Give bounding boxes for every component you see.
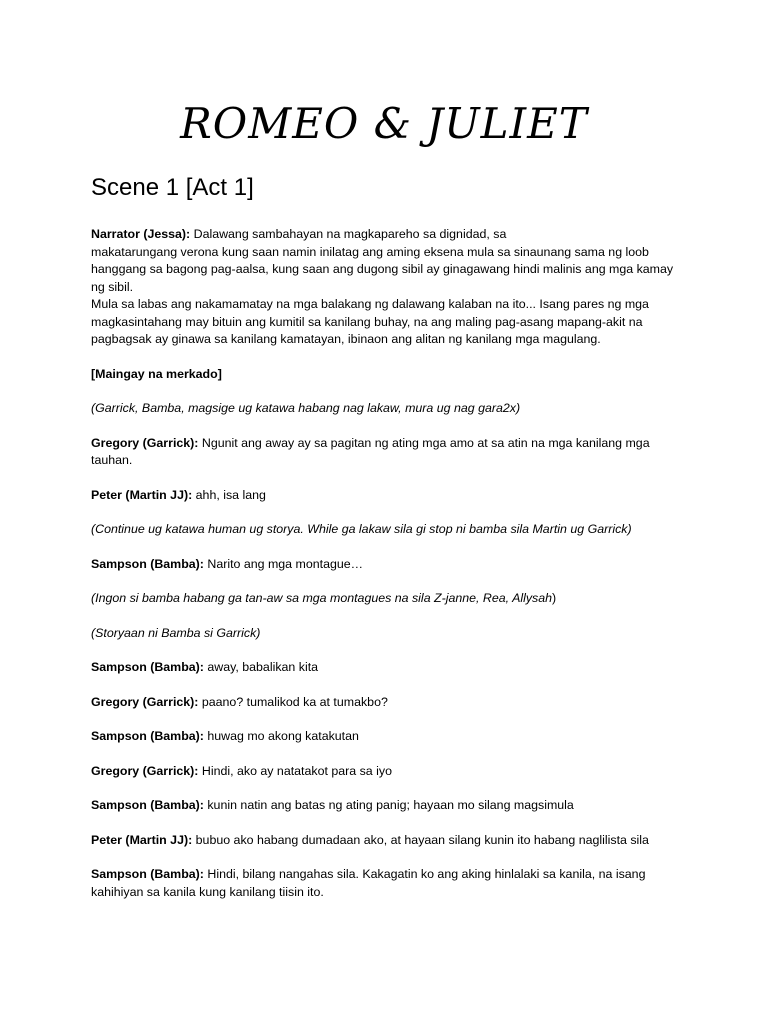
dialogue-line	[91, 728, 681, 746]
direction-close: )	[552, 591, 557, 605]
dialogue-line	[91, 763, 681, 781]
line-text: Mula sa labas ang nakamamatay na mga balakang ng dalawang kalaban na ito... Isang pares ng mga magkasintahang may bituin ang kumitil sa kanilang buhay, na ang maling pag-asang mapang-akit na pagbagsak ay ginawa sa kanilang kamatayan, ibinaon ang alitan ng kanilang mga magulang.	[91, 297, 649, 346]
speaker-name: Gregory (Garrick):	[91, 435, 199, 450]
line-text: ahh, isa lang	[192, 487, 266, 502]
scene-heading: Scene 1 [Act 1]	[91, 174, 254, 201]
speaker-name: Sampson (Bamba):	[91, 798, 204, 812]
speaker-name: Sampson (Bamba):	[91, 660, 204, 674]
speaker-name: Peter (Martin JJ):	[91, 487, 193, 502]
dialogue-line	[91, 487, 681, 505]
stage-direction: (Continue ug katawa human ug storya. While ga lakaw sila gi stop ni bamba sila Martin ug Garrick)	[91, 522, 632, 536]
dialogue-line	[91, 556, 681, 574]
script-body	[91, 226, 681, 918]
dialogue-line	[91, 866, 681, 901]
speaker-name: Peter (Martin JJ):	[91, 832, 193, 847]
line-text: kunin natin ang batas ng ating panig; hayaan mo silang magsimula	[203, 798, 574, 812]
line-text: Hindi, ako ay natatakot para sa iyo	[198, 763, 392, 778]
speaker-name: Sampson (Bamba):	[91, 556, 204, 571]
dialogue-line	[91, 797, 681, 815]
line-text: bubuo ako habang dumadaan ako, at hayaan silang kunin ito habang naglilista sila	[192, 832, 649, 847]
line-text: makatarungang verona kung saan namin inilatag ang aming eksena mula sa sinaunang sama ng loob hanggang sa bagong pag-aalsa, kung saan ang dugong sibil ay ginagawang hindi malinis ang mga kamay ng sibil.	[91, 244, 674, 294]
dialogue-line	[91, 659, 681, 677]
speaker-name: Sampson (Bamba):	[91, 867, 204, 881]
speaker-name: Sampson (Bamba):	[91, 729, 204, 743]
line-text: Narito ang mga montague…	[203, 556, 364, 571]
line-text: paano? tumalikod ka at tumakbo?	[198, 694, 388, 709]
stage-direction	[91, 590, 681, 608]
dialogue-line	[91, 694, 681, 712]
line-text: Ngunit ang away ay sa pagitan ng ating mga amo at sa atin na mga kanilang mga tauhan.	[91, 435, 650, 467]
line-text: Dalawang sambahayan na magkapareho sa dignidad, sa	[190, 227, 507, 241]
stage-direction: (Storyaan ni Bamba si Garrick)	[91, 625, 261, 640]
play-title: ROMEO & JULIET	[180, 99, 588, 148]
line-text: Hindi, bilang nangahas sila. Kakagatin ko ang aking hinlalaki sa kanila, na isang kahihiyan sa kanila kung kanilang tiisin ito.	[91, 867, 646, 899]
dialogue-line	[91, 435, 681, 470]
setting-direction: [Maingay na merkado]	[91, 366, 222, 381]
speaker-name: Gregory (Garrick):	[91, 763, 199, 778]
line-text: huwag mo akong katakutan	[203, 729, 359, 743]
stage-direction: (Garrick, Bamba, magsige ug katawa habang nag lakaw, mura ug nag gara2x)	[91, 401, 521, 415]
direction-text: (Ingon si bamba habang ga tan-aw sa mga montagues na sila Z-janne, Rea, Allysah	[91, 591, 553, 605]
speaker-name: Gregory (Garrick):	[91, 694, 199, 709]
narrator-block	[91, 226, 681, 349]
dialogue-line	[91, 832, 681, 850]
speaker-name: Narrator (Jessa):	[91, 227, 191, 241]
line-text: away, babalikan kita	[203, 660, 319, 674]
